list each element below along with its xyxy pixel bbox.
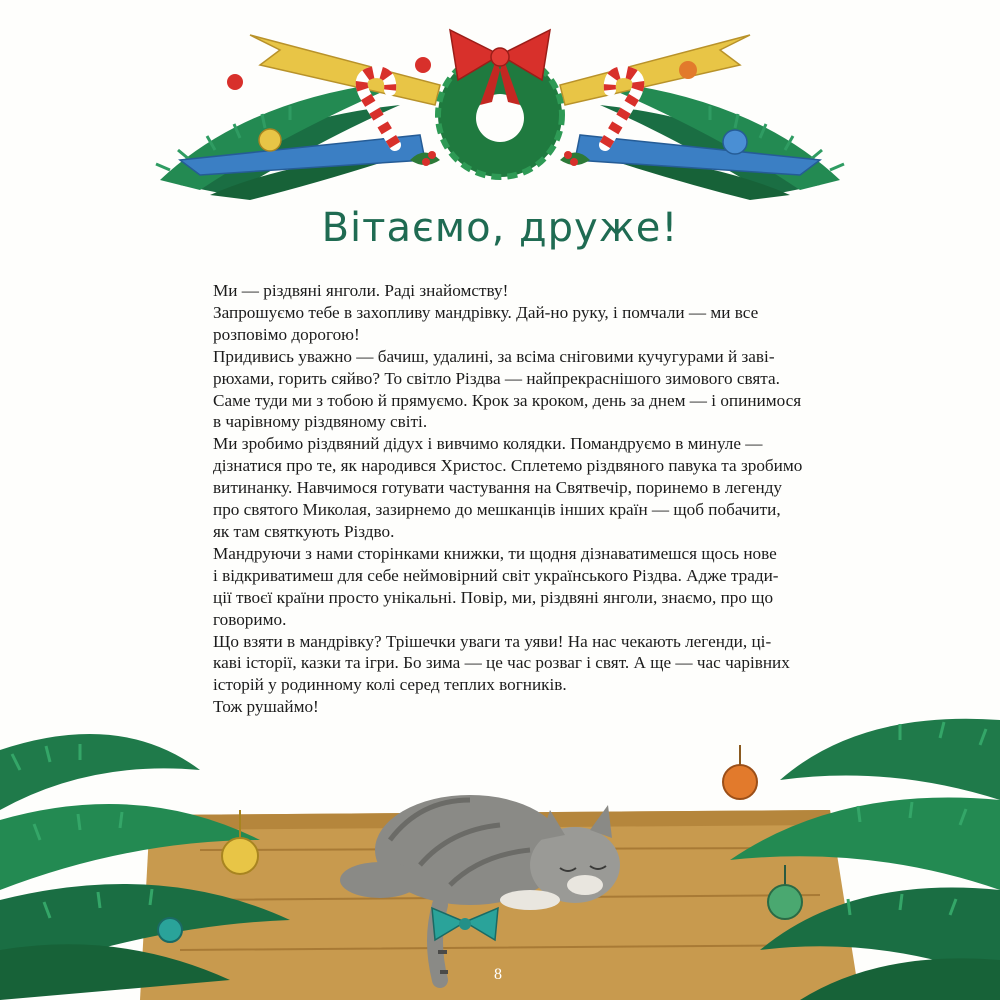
- paragraph-6: [213, 631, 790, 697]
- text-line: Запрошуємо тебе в захопливу мандрівку. Дай-но руку, і помчали — ми все: [213, 302, 759, 322]
- ornament-blue-right: [723, 130, 747, 154]
- text-line: Мандруючи з нами сторінками книжки, ти щодня дізнаватимешся щось нове: [213, 543, 777, 563]
- text-line: каві історії, казки та ігри. Бо зима — це час розваг і свят. А ще — час чарівних: [213, 653, 790, 673]
- text-line: розповімо дорогою!: [213, 324, 360, 344]
- text-line: ції твоєї країни просто унікальні. Повір, ми, різдвяні янголи, знаємо, про що: [213, 587, 774, 607]
- ornament-orange-right: [723, 745, 757, 799]
- text-line: і відкриватимеш для себе неймовірний світ українського Різдва. Адже тради-: [213, 565, 779, 585]
- sleeping-cat-illustration: [0, 690, 1000, 1000]
- paragraph-5: [213, 543, 787, 631]
- paragraph-3: [213, 346, 802, 434]
- text-line: говоримо.: [213, 609, 287, 629]
- text-line: Тож рушаймо!: [213, 697, 319, 717]
- text-line: історій у родинному колі серед теплих вогників.: [213, 675, 567, 695]
- wreath-garland-illustration: [140, 10, 860, 200]
- text-line: про святого Миколая, зазирнемо до мешканців інших країн — щоб побачити,: [213, 500, 781, 520]
- text-line: Ми зробимо різдвяний дідух і вивчимо колядки. Помандруємо в минуле —: [213, 434, 763, 454]
- text-line: рюхами, горить сяйво? То світло Різдва — найпрекраснішого зимового свята.: [213, 368, 780, 388]
- text-line: витинанку. Навчимося готувати частування на Святвечір, поринемо в легенду: [213, 478, 783, 498]
- text-line: Ми — різдвяні янголи. Раді знайомству!: [213, 281, 509, 300]
- ornament-gold-left: [259, 129, 281, 151]
- paragraph-2: [213, 302, 787, 346]
- ornament-orange-right: [679, 61, 697, 79]
- text-line: Придивись уважно — бачиш, удалині, за всіма сніговими кучугурами й заві-: [213, 346, 775, 366]
- ornament-red-left: [227, 74, 243, 90]
- ornament-red-top: [415, 57, 431, 73]
- text-line: Що взяти в мандрівку? Трішечки уваги та уяви! На нас чекають легенди, ці-: [213, 631, 772, 651]
- paragraph-4: [213, 433, 803, 543]
- text-line: дізнатися про те, як народився Христос. Сплетемо різдвяного павука та зробимо: [213, 456, 803, 476]
- paragraph-1: [213, 280, 787, 302]
- text-line: як там святкують Різдво.: [213, 521, 395, 541]
- body-text: [213, 280, 803, 718]
- text-line: Саме туди ми з тобою й прямуємо. Крок за кроком, день за днем — і опинимося: [213, 390, 802, 410]
- page-title: Вітаємо, друже!: [321, 205, 679, 251]
- text-line: в чарівному різдвяному світі.: [213, 412, 428, 432]
- ornament-teal-left: [158, 918, 182, 942]
- page-number: 8: [494, 966, 502, 983]
